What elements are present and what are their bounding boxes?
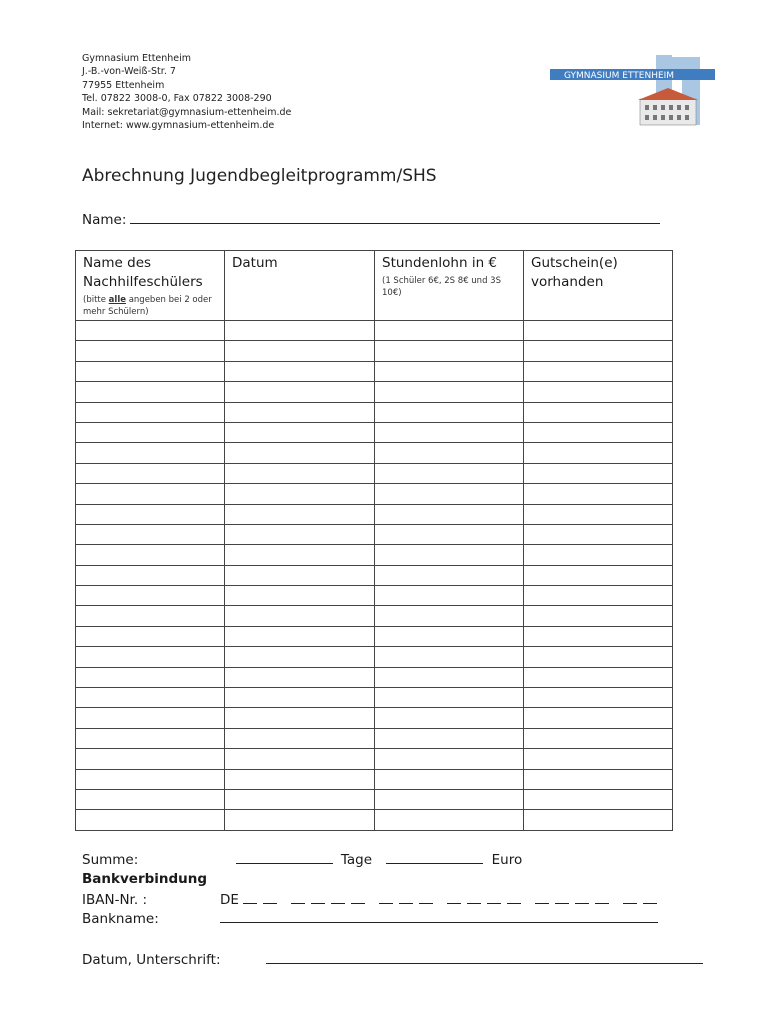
table-row bbox=[76, 341, 673, 361]
table-cell[interactable] bbox=[225, 708, 375, 728]
table-cell[interactable] bbox=[225, 728, 375, 748]
table-row bbox=[76, 647, 673, 667]
iban-slot bbox=[575, 891, 589, 904]
table-body bbox=[76, 321, 673, 831]
table-row bbox=[76, 422, 673, 442]
iban-slot bbox=[311, 891, 325, 904]
table-row bbox=[76, 545, 673, 565]
table-row bbox=[76, 586, 673, 606]
table-cell[interactable] bbox=[225, 545, 375, 565]
school-address bbox=[82, 52, 291, 132]
summary-row bbox=[82, 851, 522, 868]
table-cell[interactable] bbox=[76, 606, 225, 626]
table-cell[interactable] bbox=[375, 667, 524, 687]
table-cell[interactable] bbox=[225, 524, 375, 544]
school-phone: Tel. 07822 3008-0, Fax 07822 3008-290 bbox=[82, 93, 272, 105]
column-header-date bbox=[225, 251, 375, 321]
table-row bbox=[76, 504, 673, 524]
table-cell[interactable] bbox=[524, 586, 673, 606]
table-cell[interactable] bbox=[375, 484, 524, 504]
table-cell[interactable] bbox=[375, 422, 524, 442]
table-cell[interactable] bbox=[76, 422, 225, 442]
table-cell[interactable] bbox=[76, 749, 225, 769]
table-row bbox=[76, 524, 673, 544]
table-cell[interactable] bbox=[225, 626, 375, 646]
table-cell[interactable] bbox=[375, 382, 524, 402]
table-cell[interactable] bbox=[225, 382, 375, 402]
days-field[interactable] bbox=[236, 851, 333, 864]
column-label: Gutschein(e) vorhanden bbox=[531, 255, 618, 290]
table-cell[interactable] bbox=[375, 321, 524, 341]
iban-slot bbox=[643, 891, 657, 904]
euro-field[interactable] bbox=[386, 851, 483, 864]
table-cell[interactable] bbox=[524, 789, 673, 809]
table-cell[interactable] bbox=[76, 688, 225, 708]
table-row bbox=[76, 810, 673, 830]
bankname-field[interactable] bbox=[220, 910, 658, 923]
table-cell[interactable] bbox=[225, 810, 375, 830]
iban-field[interactable] bbox=[243, 892, 663, 908]
table-cell[interactable] bbox=[375, 769, 524, 789]
iban-slot bbox=[555, 891, 569, 904]
table-row bbox=[76, 484, 673, 504]
school-web: Internet: www.gymnasium-ettenheim.de bbox=[82, 120, 275, 132]
table-cell[interactable] bbox=[375, 565, 524, 585]
table-cell[interactable] bbox=[524, 341, 673, 361]
days-label: Tage bbox=[340, 852, 373, 868]
table-row bbox=[76, 789, 673, 809]
table-cell[interactable] bbox=[524, 361, 673, 381]
table-cell[interactable] bbox=[375, 626, 524, 646]
bankname-label: Bankname: bbox=[82, 911, 159, 927]
table-cell[interactable] bbox=[225, 463, 375, 483]
table-cell[interactable] bbox=[524, 504, 673, 524]
table-cell[interactable] bbox=[76, 341, 225, 361]
iban-slot bbox=[331, 891, 345, 904]
table-cell[interactable] bbox=[76, 463, 225, 483]
column-note: (1 Schüler 6€, 2S 8€ und 3S 10€) bbox=[382, 276, 501, 298]
table-cell[interactable] bbox=[76, 586, 225, 606]
table-cell[interactable] bbox=[524, 688, 673, 708]
table-cell[interactable] bbox=[375, 443, 524, 463]
table-cell[interactable] bbox=[225, 484, 375, 504]
iban-prefix: DE bbox=[220, 892, 239, 908]
table-cell[interactable] bbox=[524, 545, 673, 565]
table-cell[interactable] bbox=[375, 545, 524, 565]
table-cell[interactable] bbox=[76, 708, 225, 728]
table-cell[interactable] bbox=[76, 667, 225, 687]
table-cell[interactable] bbox=[524, 565, 673, 585]
table-cell[interactable] bbox=[524, 402, 673, 422]
table-cell[interactable] bbox=[225, 443, 375, 463]
iban-slot bbox=[595, 891, 609, 904]
signature-field[interactable] bbox=[266, 951, 703, 964]
school-city: 77955 Ettenheim bbox=[82, 79, 165, 91]
iban-slot bbox=[487, 891, 501, 904]
table-cell[interactable] bbox=[524, 606, 673, 626]
school-name: Gymnasium Ettenheim bbox=[82, 53, 192, 64]
table-cell[interactable] bbox=[225, 769, 375, 789]
table-cell[interactable] bbox=[375, 586, 524, 606]
school-mail: Mail: sekretariat@gymnasium-ettenheim.de bbox=[82, 106, 292, 118]
iban-label: IBAN-Nr. : bbox=[82, 892, 147, 908]
column-note: (bitte alle angeben bei 2 oder mehr Schülern) bbox=[83, 295, 212, 317]
name-row bbox=[82, 211, 660, 228]
table-cell[interactable] bbox=[76, 769, 225, 789]
table-row bbox=[76, 443, 673, 463]
iban-slot bbox=[447, 891, 461, 904]
name-label: Name: bbox=[82, 212, 127, 228]
table-cell[interactable] bbox=[524, 728, 673, 748]
table-cell[interactable] bbox=[375, 361, 524, 381]
iban-slot bbox=[623, 891, 637, 904]
table-cell[interactable] bbox=[524, 810, 673, 830]
table-cell[interactable] bbox=[375, 749, 524, 769]
table-cell[interactable] bbox=[76, 524, 225, 544]
table-cell[interactable] bbox=[375, 647, 524, 667]
table-cell[interactable] bbox=[375, 402, 524, 422]
table-cell[interactable] bbox=[524, 626, 673, 646]
table-cell[interactable] bbox=[76, 402, 225, 422]
iban-slot bbox=[419, 891, 433, 904]
column-label: Stundenlohn in € bbox=[382, 255, 498, 271]
table-cell[interactable] bbox=[524, 647, 673, 667]
table-cell[interactable] bbox=[225, 586, 375, 606]
table-cell[interactable] bbox=[76, 382, 225, 402]
table-cell[interactable] bbox=[225, 361, 375, 381]
table-row bbox=[76, 565, 673, 585]
table-row bbox=[76, 708, 673, 728]
table-row bbox=[76, 321, 673, 341]
table-cell[interactable] bbox=[76, 647, 225, 667]
table-cell[interactable] bbox=[524, 382, 673, 402]
table-cell[interactable] bbox=[225, 667, 375, 687]
table-cell[interactable] bbox=[76, 361, 225, 381]
table-cell[interactable] bbox=[375, 341, 524, 361]
table-row bbox=[76, 626, 673, 646]
table-row bbox=[76, 463, 673, 483]
table-cell[interactable] bbox=[225, 647, 375, 667]
signature-row bbox=[82, 951, 703, 968]
iban-slot bbox=[379, 891, 393, 904]
table-cell[interactable] bbox=[375, 606, 524, 626]
table-cell[interactable] bbox=[524, 484, 673, 504]
bankname-row bbox=[82, 910, 658, 927]
table-cell[interactable] bbox=[225, 688, 375, 708]
table-cell[interactable] bbox=[76, 565, 225, 585]
table-cell[interactable] bbox=[225, 321, 375, 341]
column-header-hourly-rate bbox=[375, 251, 524, 321]
iban-slot bbox=[351, 891, 365, 904]
iban-slot bbox=[291, 891, 305, 904]
table-row bbox=[76, 688, 673, 708]
table-cell[interactable] bbox=[524, 422, 673, 442]
table-cell[interactable] bbox=[375, 708, 524, 728]
table-cell[interactable] bbox=[524, 524, 673, 544]
table-cell[interactable] bbox=[225, 606, 375, 626]
iban-slot bbox=[263, 891, 277, 904]
iban-slot bbox=[507, 891, 521, 904]
table-cell[interactable] bbox=[375, 728, 524, 748]
iban-slot bbox=[467, 891, 481, 904]
form-title: Abrechnung Jugendbegleitprogramm/SHS bbox=[82, 166, 437, 186]
billing-table bbox=[75, 250, 673, 831]
table-row bbox=[76, 606, 673, 626]
table-row bbox=[76, 667, 673, 687]
table-cell[interactable] bbox=[76, 728, 225, 748]
table-header-row bbox=[76, 251, 673, 321]
table-cell[interactable] bbox=[524, 749, 673, 769]
table-cell[interactable] bbox=[524, 769, 673, 789]
table-cell[interactable] bbox=[225, 749, 375, 769]
iban-slot bbox=[399, 891, 413, 904]
table-cell[interactable] bbox=[76, 321, 225, 341]
table-row bbox=[76, 728, 673, 748]
table-cell[interactable] bbox=[225, 422, 375, 442]
table-cell[interactable] bbox=[225, 565, 375, 585]
column-header-student bbox=[76, 251, 225, 321]
table-cell[interactable] bbox=[375, 463, 524, 483]
signature-label: Datum, Unterschrift: bbox=[82, 952, 221, 968]
table-row bbox=[76, 382, 673, 402]
table-cell[interactable] bbox=[375, 688, 524, 708]
table-cell[interactable] bbox=[524, 321, 673, 341]
logo-text: GYMNASIUM ETTENHEIM bbox=[564, 71, 675, 81]
table-cell[interactable] bbox=[375, 504, 524, 524]
column-label: Datum bbox=[232, 255, 278, 271]
euro-label: Euro bbox=[491, 852, 523, 868]
table-cell[interactable] bbox=[76, 443, 225, 463]
table-cell[interactable] bbox=[225, 789, 375, 809]
table-cell[interactable] bbox=[76, 545, 225, 565]
table-cell[interactable] bbox=[76, 789, 225, 809]
table-row bbox=[76, 361, 673, 381]
iban-slot bbox=[243, 891, 257, 904]
table-cell[interactable] bbox=[524, 463, 673, 483]
bank-heading: Bankverbindung bbox=[82, 871, 208, 887]
column-header-voucher bbox=[524, 251, 673, 321]
iban-slot bbox=[535, 891, 549, 904]
table-cell[interactable] bbox=[76, 626, 225, 646]
name-field[interactable] bbox=[130, 211, 660, 224]
table-cell[interactable] bbox=[524, 443, 673, 463]
table-row bbox=[76, 769, 673, 789]
iban-row bbox=[82, 891, 663, 908]
table-cell[interactable] bbox=[225, 402, 375, 422]
table-cell[interactable] bbox=[375, 524, 524, 544]
table-cell[interactable] bbox=[375, 789, 524, 809]
column-label: Name des Nachhilfeschülers bbox=[83, 255, 203, 290]
table-cell[interactable] bbox=[76, 484, 225, 504]
table-cell[interactable] bbox=[225, 504, 375, 524]
table-row bbox=[76, 402, 673, 422]
table-cell[interactable] bbox=[76, 810, 225, 830]
table-cell[interactable] bbox=[76, 504, 225, 524]
table-cell[interactable] bbox=[225, 341, 375, 361]
table-cell[interactable] bbox=[524, 708, 673, 728]
table-cell[interactable] bbox=[375, 810, 524, 830]
sum-label: Summe: bbox=[82, 852, 139, 868]
table-row bbox=[76, 749, 673, 769]
table-cell[interactable] bbox=[524, 667, 673, 687]
school-logo bbox=[550, 55, 715, 129]
school-street: J.-B.-von-Weiß-Str. 7 bbox=[82, 66, 176, 78]
